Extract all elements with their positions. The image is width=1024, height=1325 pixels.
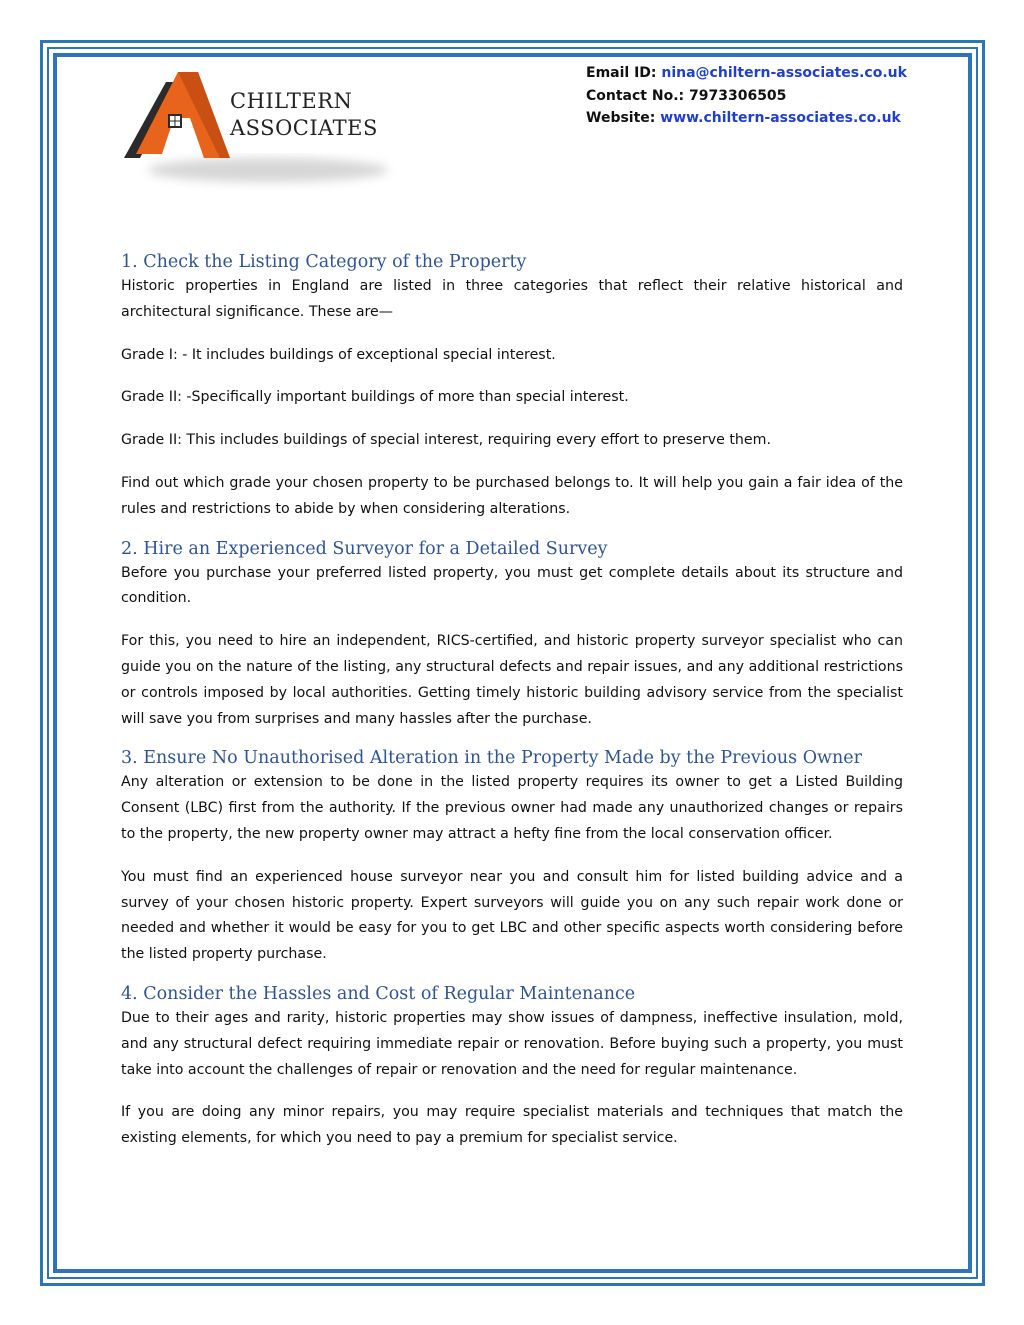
section-1-heading: 1. Check the Listing Category of the Property bbox=[121, 252, 527, 272]
section-3-paragraph: You must find an experienced house surveyor near you and consult him for listed building advice and a survey of your chosen historic property. Expert surveyors will guide you on any such repair work done or needed and whether it would be easy for you to get LBC and other specific aspects worth considering before the listed property purchase. bbox=[121, 868, 903, 963]
phone-number: 7973306505 bbox=[689, 87, 787, 104]
article-body bbox=[121, 250, 903, 1152]
section-2-heading: 2. Hire an Experienced Surveyor for a Detailed Survey bbox=[121, 538, 608, 559]
logo-line-1: CHILTERN bbox=[230, 89, 353, 113]
contact-info bbox=[586, 62, 907, 130]
website-link[interactable]: www.chiltern-associates.co.uk bbox=[660, 110, 901, 126]
website-label: Website: bbox=[586, 110, 656, 126]
website-row bbox=[586, 107, 907, 130]
email-label: Email ID: bbox=[586, 65, 657, 81]
section-4-paragraph: Due to their ages and rarity, historic properties may show issues of dampness, ineffective insulation, mold, and any structural defect requiring immediate repair or renovation. Before buying such a property, you must take into account the challenges of repair or renovation and the need for regular maintenance. bbox=[121, 1009, 903, 1078]
email-link[interactable]: nina@chiltern-associates.co.uk bbox=[661, 65, 907, 81]
section-2-paragraph: Before you purchase your preferred listed property, you must get complete details about its structure and condition. bbox=[121, 564, 903, 607]
section-1-paragraph: Find out which grade your chosen property to be purchased belongs to. It will help you gain a fair idea of the rules and restrictions to abide by when considering alterations. bbox=[121, 474, 903, 517]
section-2-paragraph: For this, you need to hire an independent, RICS-certified, and historic property surveyor specialist who can guide you on the nature of the listing, any structural defects and repair issues, and any additional restrictions or controls imposed by local authorities. Getting timely historic building advisory service from the specialist will save you from surprises and many hassles after the purchase. bbox=[121, 633, 903, 727]
section-4-paragraph: If you are doing any minor repairs, you may require specialist materials and techniques that match the existing elements, for which you need to pay a premium for specialist service. bbox=[121, 1104, 903, 1147]
logo-wordmark bbox=[230, 88, 378, 142]
grade-1-item: Grade I: - It includes buildings of exceptional special interest. bbox=[121, 346, 556, 363]
phone-label: Contact No.: bbox=[586, 87, 685, 104]
logo-line-2: ASSOCIATES bbox=[230, 116, 378, 140]
section-1-paragraph: Historic properties in England are listed in three categories that reflect their relative historical and architectural significance. These are— bbox=[121, 278, 903, 320]
phone-row bbox=[586, 85, 907, 108]
grade-2-item: Grade II: This includes buildings of special interest, requiring every effort to preserve them. bbox=[121, 432, 771, 449]
section-4-heading: 4. Consider the Hassles and Cost of Regular Maintenance bbox=[121, 983, 636, 1004]
section-3-paragraph: Any alteration or extension to be done in the listed property requires its owner to get a Listed Building Consent (LBC) first from the authority. If the previous owner had made any unauthorized changes or repairs to the property, the new property owner may attract a hefty fine from the local conservation officer. bbox=[121, 774, 903, 842]
grade-2-star-item: Grade II: -Specifically important buildings of more than special interest. bbox=[121, 389, 629, 406]
email-row bbox=[586, 62, 907, 85]
section-3-heading: 3. Ensure No Unauthorised Alteration in the Property Made by the Previous Owner bbox=[121, 748, 863, 769]
